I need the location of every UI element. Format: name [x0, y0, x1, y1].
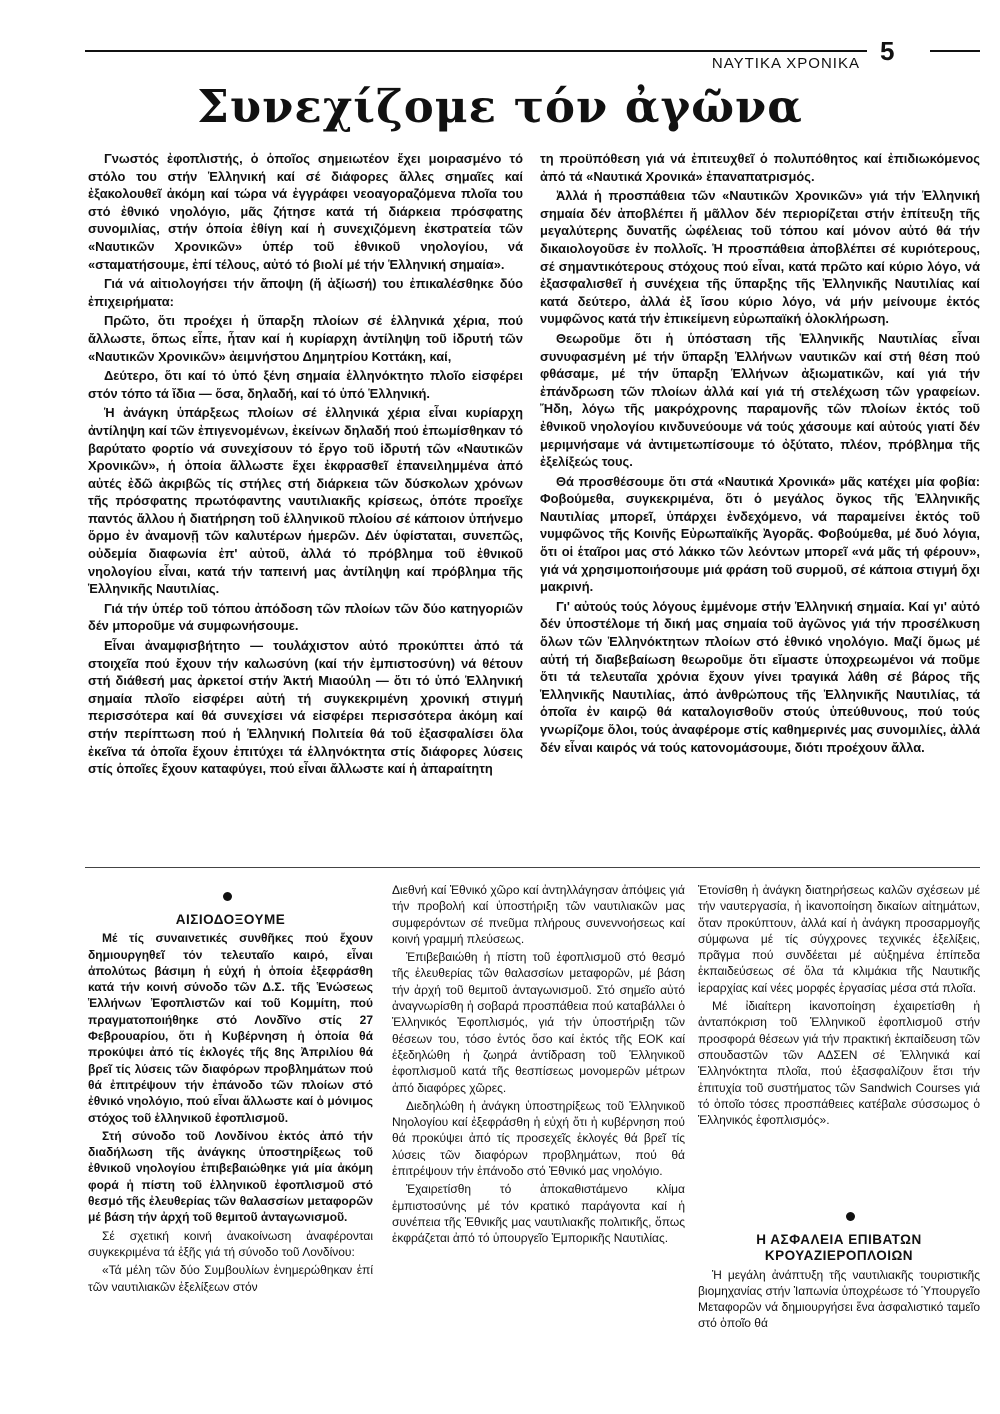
paragraph: Διεθνή καί Ἐθνικό χῶρο καί ἀντηλλάγησαν ἀπόψεις γιά τήν προβολή καί ὑποστήριξη τῶν ναυτιλιακῶν μας συμφερόντων σέ πνεῦμα πλήρους συνεννοήσεως καί κοινή γραμμή πλεύσεως. — [392, 883, 685, 946]
paragraph: Ἐπιβεβαιώθη ἡ πίστη τοῦ ἐφοπλισμοῦ στό θεσμό τῆς ἐλευθερίας τῶν θαλασσίων μεταφορῶν, μέ βάση τήν ἀρχή τοῦ θεμιτοῦ ἀνταγωνισμοῦ. Στό σημεῖο αὐτό ἀναγνωρίσθη ἡ σοβαρά προσπάθεια πού καταβάλλει ὁ Ἑλληνικός Ἐφοπλισμός, γιά τήν ὑποστήριξη τῶν θέσεων του, τόσο ἐντός ὅσο καί ἐκτός τῆς ΕΟΚ καί ἐξεδηλώθη ἡ ζωηρά ἀντίδραση τοῦ Ἑλληνικοῦ ἐφοπλισμοῦ κατά τῆς θεσπίσεως μονομερῶν μέτρων ἀπό διαφόρες χῶρες. — [392, 950, 685, 1095]
paragraph: Μέ τίς συναινετικές συνθῆκες πού ἔχουν δημιουργηθεῖ τόν τελευταῖο καιρό, εἶναι ἀπολύτως βάσιμη ἡ εὐχή ἡ ὁποία ἐξεφράσθη κατά τήν κοινή σύνοδο τῶν Δ.Σ. τῆς Ἑνώσεως Ἑλλήνων Ἐφοπλιστῶν καί τοῦ Κομμίτη, πού πραγματοποιήθηκε στό Λονδῖνο στίς 27 Φεβρουαρίου, ὅτι ἡ Κυβέρνηση ἡ ὁποία θά προκύψει ἀπό τίς ἐκλογές τῆς 8ης Ἀπριλίου θά βρεῖ τίς λύσεις τῶν διαφόρων προβλημάτων πού θά ἐπιτρέψουν τήν ἐπάνοδο τῶν πλοίων στό ἐθνικό νηολόγιο, πού εἶναι ἄλλωστε καί ὁ μόνιμος στόχος τοῦ ἑλληνικοῦ ἐφοπλισμοῦ. — [88, 931, 373, 1125]
paragraph: Διεδηλώθη ἡ ἀνάγκη ὑποστηρίξεως τοῦ Ἑλληνικοῦ Νηολογίου καί ἐξεφράσθη ἡ εὐχή ὅτι ἡ κυβέρνηση πού θά προκύψει ἀπό τίς προσεχεῖς ἐκλογές θά βρεῖ τίς λύσεις τῶν διαφόρων προβλημάτων, πού θά ἐπιτρέψουν τήν ἐπάνοδο στό Ἐθνικό μας νηολόγιο. — [392, 1098, 685, 1179]
paragraph: Εἶναι ἀναμφισβήτητο — τουλάχιστον αὐτό προκύπτει ἀπό τά στοιχεῖα πού ἔχουν τήν καλωσύνη (καί τήν ἐμπιστοσύνη) νά θέτουν στή διάθεσή μας ἀρκετοί στήν Ἀκτή Μιαούλη — ὅτι τό ὑπό Ἑλληνική σημαία πλοῖο εἰσφέρει αὐτή τή συγκεκριμένη χρονική στιγμή περισσότερα καί θά συνεχίσει νά εἰσφέρει περισσότερα ἀκόμη καί στήν περίπτωση πού ἡ Ἑλληνική Πολιτεία θά τοῦ ἐξασφαλίσει ὅλα ἐκεῖνα τά ὁποῖα ἔχουν ἐπιτύχει τά ἑλληνόκτητα στίς διάφορες λύσεις στίς ὁποῖες ἔχουν καταφύγει, πού εἶναι ἄλλωστε καί ἡ ἀπαραίτητη — [88, 638, 523, 777]
header-rule-right — [930, 50, 980, 52]
section-bullet — [846, 1212, 855, 1221]
main-column-right — [540, 150, 980, 758]
section-title-asfaleia-line2: ΚΡΟΥΑΖΙΕΡΟΠΛΟΙΩΝ — [764, 1248, 914, 1264]
paragraph: Σέ σχετική κοινή ἀνακοίνωση ἀναφέρονται συγκεκριμένα τά ἑξῆς γιά τή σύνοδο τοῦ Λονδίνου: — [88, 1228, 373, 1259]
header-rule-left — [85, 50, 867, 52]
paragraph: Στή σύνοδο τοῦ Λονδίνου ἐκτός ἀπό τήν διαδήλωση τῆς ἀνάγκης ὑποστηρίξεως τοῦ ἐθνικοῦ νηολογίου ἐπιβεβαιώθηκε γιά μία ἀκόμη φορά ἡ πίστη τοῦ ἑλληνικοῦ ἐφοπλισμοῦ στό θεσμό τῆς ἐλευθερίας τῶν θαλασσίων μεταφορῶν μέ βάση τήν ἀρχή τοῦ θεμιτοῦ ἀνταγωνισμοῦ. — [88, 1128, 373, 1225]
paragraph: Γιά τήν ὑπέρ τοῦ τόπου ἀπόδοση τῶν πλοίων τῶν δύο κατηγοριῶν δέν μποροῦμε νά συμφωνήσουμε. — [88, 600, 523, 634]
main-column-left — [88, 150, 523, 780]
paragraph: Μέ ἰδιαίτερη ἱκανοποίηση ἐχαιρετίσθη ἡ ἀνταπόκριση τοῦ Ἑλληνικοῦ ἐφοπλισμοῦ στήν προσφορά θέσεων γιά τήν πρακτική ἐκπαίδευση τῶν σπουδαστῶν τῶν ΑΔΣΕΝ σέ Ἑλληνικά καί Ἑλληνόκτητα πλοῖα, πού ἐξασφαλίζουν ἔτσι τήν ἐπιτυχία τοῦ συστήματος τῶν Sandwich Courses γιά τό ὁποῖο τόσες προσπάθειες κατέβαλε σύσσωμος ὁ Ἑλληνικός ἐφοπλισμός». — [698, 999, 980, 1128]
paragraph: τη προϋπόθεση γιά νά ἐπιτευχθεῖ ὁ πολυπόθητος καί ἐπιδιωκόμενος ἀπό τά «Ναυτικά Χρονικά» ἐπαναπατρισμός. — [540, 151, 980, 184]
paragraph: Γνωστός ἐφοπλιστής, ὁ ὁποῖος σημειωτέον ἔχει μοιρασμένο τό στόλο του στήν Ἑλληνική καί σέ διάφορες ἄλλες σημαῖες καί ἐξακολουθεῖ ἀκόμη καί τώρα νά ἐγγράφει νεοαγοραζόμενα πλοῖα του στό ἐθνικό νηολόγιο, μᾶς ζήτησε κατά τή διάρκεια πρόσφατης συνομιλίας, στήν ὁποία ἐθίγη καί ἡ συνεχιζόμενη ἐκστρατεία τῶν «Ναυτικῶν Χρονικῶν» ὑπέρ τοῦ ἐθνικοῦ νηολογίου, νά «σταματήσουμε, ἐπί τέλους, αὐτό τό βιολί μέ τήν Ἑλληνική σημαία». — [88, 151, 523, 272]
paragraph: Θά προσθέσουμε ὅτι στά «Ναυτικά Χρονικά» μᾶς κατέχει μία φοβία: Φοβούμεθα, συγκεκριμένα, ὅτι ὁ μεγάλος ὄγκος τῆς Ἑλληνικῆς Ναυτιλίας μπορεῖ, ὑπάρχει ἐνδεχόμενο, νά παραμείνει ἐκτός τοῦ νυμφῶνος τῆς Κοινῆς Εὐρωπαϊκῆς Ἀγορᾶς. Φοβούμεθα, μέ δυό λόγια, ὅτι οἱ ἑταῖροι μας στό λάκκο τῶν λεόντων μπορεῖ «νά μᾶς τή φέρουν», γιά νά χρησιμοποιήσουμε μιά φράση τοῦ συρμοῦ, σέ κάποια στιγμή ὄχι μακρινή. — [540, 473, 980, 595]
publication-name: ΝΑΥΤΙΚΑ ΧΡΟΝΙΚΑ — [711, 55, 860, 72]
section-title-aisiodoxoume: ΑΙΣΙΟΔΟΞΟΥΜΕ — [175, 912, 286, 927]
lower-column-1 — [88, 912, 373, 1297]
paragraph: Ἡ μεγάλη ἀνάπτυξη τῆς ναυτιλιακῆς τουριστικῆς βιομηχανίας στήν Ἰαπωνία ὑποχρέωσε τό Ὑπουργεῖο Μεταφορῶν νά δημιουργήσει ἕνα ἀσφαλιστικό ταμεῖο στό ὁποῖο θά — [698, 1267, 980, 1331]
paragraph: Ἀλλά ἡ προσπάθεια τῶν «Ναυτικῶν Χρονικῶν» γιά τήν Ἑλληνική σημαία δέν ἀποβλέπει ἤ μᾶλλον δέν περιορίζεται στήν ἐπίτευξη τῆς μεγαλύτερης δυνατῆς ὠφέλειας τοῦ τόπου καί μόνον αὐτό θά τήν δικαιολογοῦσε ἐν πολλοῖς. Ἡ προσπάθεια ἀποβλέπει σέ κυριότερους, σέ σημαντικότερους στόχους πού εἶναι, κατά πρῶτο καί κύριο λόγο, νά ἐξασφαλισθεῖ ἡ συνέχεια τῆς ὕπαρξης τῆς Ἑλληνικῆς Ναυτιλίας καί κατά δεύτερο, ἀλλά ἐξ ἴσου κύριο λόγο, νά μήν μείνουμε ἐκτός νυμφῶνος κατά τήν ἐπικείμενη εὐρωπαϊκή ὁλοκλήρωση. — [540, 188, 980, 327]
paragraph: Ἡ ἀνάγκη ὑπάρξεως πλοίων σέ ἑλληνικά χέρια εἶναι κυρίαρχη ἀντίληψη καί τῶν ἐπιγενομένων, ἐκείνων δηλαδή πού ἐπωμίσθηκαν τό βαρύτατο φορτίο νά συνεχίσουν τό ἔργο τοῦ ἱδρυτή τῶν «Ναυτικῶν Χρονικῶν», ἡ ὁποία ἄλλωστε ἔχει ἐκφρασθεῖ ἐπανειλημμένα ἀπό αὐτές ἐδῶ ἀκριβῶς τίς στήλες στή διάρκεια τῶν δύσκολων χρόνων τῆς πρόσφατης πρωτόφαντης ναυτιλιακῆς κρίσεως, ὁπότε προεῖχε παντός ἄλλου ἡ διατήρηση τοῦ ἑλληνικοῦ πλοίου σέ κάποιον ὑπήνεμο ὅρμο ἐν ἀναμονῇ τῶν καλυτέρων ἡμερῶν. Δέν ὑφίσταται, συνεπῶς, οὐδεμία διαφωνία ἐπ' αὐτοῦ, ἀλλά τό πρόβλημα τοῦ ἐθνικοῦ νηολογίου εἶναι, κατά τήν ταπεινή μας ἀντίληψη καί πρόβλημα τῆς Ἑλληνικῆς Ναυτιλίας. — [88, 405, 523, 597]
headline: Συνεχίζομε τόν ἀγῶνα — [197, 80, 803, 133]
paragraph: Ἐτονίσθη ἡ ἀνάγκη διατηρήσεως καλῶν σχέσεων μέ τήν ναυτεργασία, ἡ ἱκανοποίηση δικαίων αἰτημάτων, ὅταν προκύπτουν, ἀλλά καί ἡ ἀνάγκη προσαρμογῆς σύμφωνα μέ τίς σύγχρονες τεχνικές ἐξελίξεις, πρᾶγμα πού συνδέεται μέ αὐξημένα ἐπίπεδα ἐκπαιδεύσεως σέ ὅλα τά κλιμάκια τῆς Ναυτικῆς ἱεραρχίας καί νέες μορφές ἐργασίας μέσα στά πλοῖα. — [698, 883, 980, 995]
paragraph: Δεύτερο, ὅτι καί τό ὑπό ξένη σημαία ἑλληνόκτητο πλοῖο εἰσφέρει στόν τόπο τά ἴδια — ὅσα, δηλαδή, καί τό ὑπό Ἑλληνική. — [88, 368, 523, 401]
paragraph: Γι' αὐτούς τούς λόγους ἐμμένομε στήν Ἑλληνική σημαία. Καί γι' αὐτό δέν ὑποστέλομε τή δική μας σημαία τοῦ ἀγῶνος γιά τήν προσέλκυση ὅλων τῶν Ἑλληνόκτητων πλοίων στό ἐθνικό νηολόγιο. Μαζί ὅμως μέ αὐτή τή διαβεβαίωση θεωροῦμε ὅτι εἴμαστε ὑποχρεωμένοι νά ποῦμε ὅτι τά τελευταῖα χρόνια ἔχουν γίνει τραγικά λάθη σέ βάρος τῆς Ἑλληνικῆς Ναυτιλίας, ἀπό ἀνθρώπους τῆς Ἑλληνικῆς Ναυτιλίας, τά ὁποῖα ἐν καιρῷ θά καταλογισθοῦν στούς ὑπεύθυνους, πού τούς γνωρίζομε ὅλοι, τούς ἀναφέρομε στίς καθημερινές μας συνομιλίες, ἀλλά δέν εἶναι καιρός νά τούς κατονομάσουμε, διότι προέχουν ἄλλα. — [540, 598, 980, 755]
paragraph: Γιά νά αἰτιολογήσει τήν ἄποψη (ἤ ἀξίωσή) του ἐπικαλέσθηκε δύο ἐπιχειρήματα: — [88, 276, 523, 309]
section-bullet — [223, 892, 232, 901]
lower-column-3 — [698, 882, 980, 1130]
page-number: 5 — [880, 36, 895, 66]
paragraph: Θεωροῦμε ὅτι ἡ ὑπόσταση τῆς Ἑλληνικῆς Ναυτιλίας εἶναι συνυφασμένη μέ τήν ὕπαρξη Ἑλλήνων ναυτικῶν καί στή θέση πού φθάσαμε, μέ τήν ὕπαρξη Ἑλλήνων ἀξιωματικῶν, καί γιά τήν ἐπάνδρωση τῶν πλοίων ἀλλά καί γιά τή στελέχωση τῶν γραφείων. Ἤδη, λόγω τῆς μακρόχρονης παραμονῆς τῶν πλοίων ἐκτός τοῦ ἐθνικοῦ νηολογίου κινδυνεύουμε νά τούς χάσουμε καί αὐτούς γιατί δέν μεριμνήσαμε νά ἀντιμετωπίσουμε τό ὀξύτατο, πλέον, πρόβλημα τῆς ἐξελίξεώς τους. — [540, 330, 980, 470]
lower-column-2 — [392, 882, 685, 1249]
section-divider — [85, 867, 980, 868]
lower-column-3-section — [698, 1232, 980, 1334]
paragraph: Πρῶτο, ὅτι προέχει ἡ ὕπαρξη πλοίων σέ ἑλληνικά χέρια, πού ἄλλωστε, ὅπως εἶπε, ἦταν καί ἡ κυρίαρχη ἀντίληψη τοῦ ἱδρυτή τῶν «Ναυτικῶν Χρονικῶν» ἀειμνήστου Δημητρίου Κοττάκη, καί, — [88, 313, 523, 364]
section-title-asfaleia: Η ΑΣΦΑΛΕΙΑ ΕΠΙΒΑΤΩΝ — [756, 1232, 922, 1247]
paragraph: «Τά μέλη τῶν δύο Συμβουλίων ἐνημερώθηκαν ἐπί τῶν ναυτιλιακῶν ἐξελίξεων στόν — [88, 1263, 373, 1294]
paragraph: Ἐχαιρετίσθη τό ἀποκαθιστάμενο κλίμα ἐμπιστοσύνης μέ τόν κρατικό παράγοντα καί ἡ συνέπεια τῆς Ἐθνικῆς μας ναυτιλιακῆς πολιτικῆς, ὅπως ἐκφράζεται ἀπό τό ὑπουργεῖο Ἐμπορικῆς Ναυτιλίας. — [392, 1182, 685, 1246]
